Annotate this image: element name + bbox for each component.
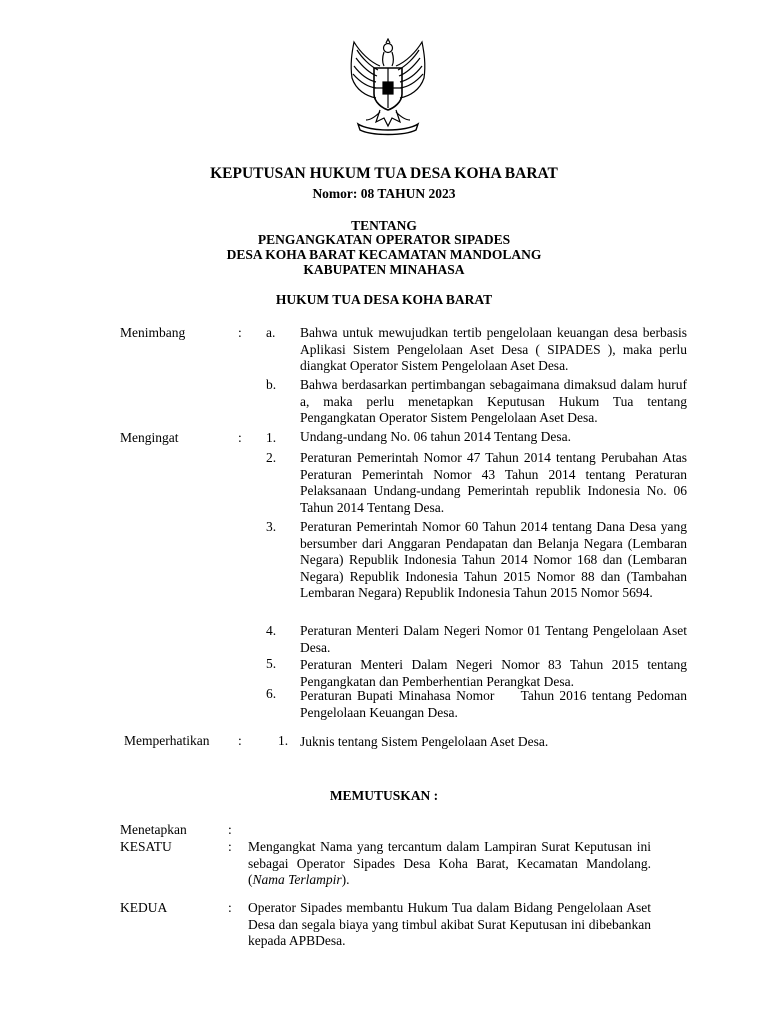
menetapkan-label: Menetapkan: [120, 822, 187, 837]
kesatu-colon: :: [228, 839, 232, 854]
subject-line-2: DESA KOHA BARAT KECAMATAN MANDOLANG: [226, 247, 542, 262]
mengingat-label: Mengingat: [120, 430, 179, 445]
menimbang-mark-b: b.: [266, 377, 277, 392]
garuda-emblem-icon: [340, 38, 436, 138]
mengingat-item-2: Peraturan Pemerintah Nomor 47 Tahun 2014 tentang Perubahan Atas Peraturan Pemerintah Nomor 43 Tahun 2014 tentang Peraturan Pelaksanaan Undang-undang Pemerintah republik Indonesia No. 06 Tahun 2014 Tentang Desa.: [300, 450, 687, 515]
mengingat-item-5: Peraturan Menteri Dalam Negeri Nomor 83 Tahun 2015 tentang Pengangkatan dan Pemberhentian Perangkat Desa.: [300, 657, 687, 689]
mengingat-mark-4: 4.: [266, 623, 277, 638]
kesatu-text: [248, 839, 651, 889]
kedua-colon: :: [228, 900, 232, 915]
subject-line-3: KABUPATEN MINAHASA: [303, 262, 465, 277]
authority-heading: HUKUM TUA DESA KOHA BARAT: [275, 292, 493, 307]
mengingat-item-6: Peraturan Bupati Minahasa Nomor Tahun 2016 tentang Pedoman Pengelolaan Keuangan Desa.: [300, 688, 691, 720]
mengingat-item-4: Peraturan Menteri Dalam Negeri Nomor 01 Tentang Pengelolaan Aset Desa.: [300, 623, 687, 655]
menetapkan-colon: :: [228, 822, 232, 837]
mengingat-item-3: Peraturan Pemerintah Nomor 60 Tahun 2014 tentang Dana Desa yang bersumber dari Anggaran Pendapatan dan Belanja Negara (Lembaran Negara) Republik Indonesia Tahun 2014 Nomor 168 dan (Lembaran Negara) Republik Indonesia Tahun 2015 Nomor 88 dan (Tambahan Lembaran Negara) Republik Indonesia Tahun 2015 Nomor 5694.: [300, 519, 687, 600]
menimbang-colon: :: [238, 325, 242, 340]
menimbang-item-b: Bahwa berdasarkan pertimbangan sebagaimana dimaksud dalam huruf a, maka perlu menetapkan Keputusan Hukum Tua tentang Pengangkatan Operator Sistem Pengelolaan Aset Desa.: [300, 377, 687, 425]
kedua-label: KEDUA: [120, 900, 168, 915]
kesatu-tail: ).: [341, 872, 350, 887]
kesatu-italic: Nama Terlampir: [252, 872, 342, 887]
memperhatikan-mark-1: 1.: [278, 733, 289, 748]
mengingat-item-1: Undang-undang No. 06 tahun 2014 Tentang Desa.: [300, 429, 572, 444]
mengingat-mark-1: 1.: [266, 430, 277, 445]
menimbang-label: Menimbang: [120, 325, 186, 340]
subject-line-1: PENGANGKATAN OPERATOR SIPADES: [257, 232, 511, 247]
memperhatikan-colon: :: [238, 733, 242, 748]
document-number: Nomor: 08 TAHUN 2023: [312, 186, 456, 201]
kedua-text: Operator Sipades membantu Hukum Tua dalam Bidang Pengelolaan Aset Desa dan segala biaya yang timbul akibat Surat Keputusan ini dibebankan kepada APBDesa.: [248, 900, 651, 948]
mengingat-mark-5: 5.: [266, 656, 277, 671]
kesatu-label: KESATU: [120, 839, 172, 854]
kesatu-body: Mengangkat Nama yang tercantum dalam Lampiran Surat Keputusan ini sebagai Operator Sipades Desa Koha Barat, Kecamatan Mandolang. (: [248, 839, 651, 887]
document-title: KEPUTUSAN HUKUM TUA DESA KOHA BARAT: [210, 165, 558, 182]
tentang-heading: TENTANG: [351, 218, 417, 233]
menimbang-mark-a: a.: [266, 325, 276, 340]
memutuskan-heading: MEMUTUSKAN :: [329, 788, 439, 803]
mengingat-mark-6: 6.: [266, 686, 277, 701]
menimbang-item-a: Bahwa untuk mewujudkan tertib pengelolaan keuangan desa berbasis Aplikasi Sistem Pengelolaan Aset Desa ( SIPADES ), maka perlu diangkat Operator Sistem Pengelolaan Aset Desa.: [300, 325, 687, 373]
memperhatikan-item-1: Juknis tentang Sistem Pengelolaan Aset Desa.: [300, 734, 549, 749]
mengingat-mark-3: 3.: [266, 519, 277, 534]
mengingat-colon: :: [238, 430, 242, 445]
memperhatikan-label: Memperhatikan: [124, 733, 210, 748]
mengingat-mark-2: 2.: [266, 450, 277, 465]
